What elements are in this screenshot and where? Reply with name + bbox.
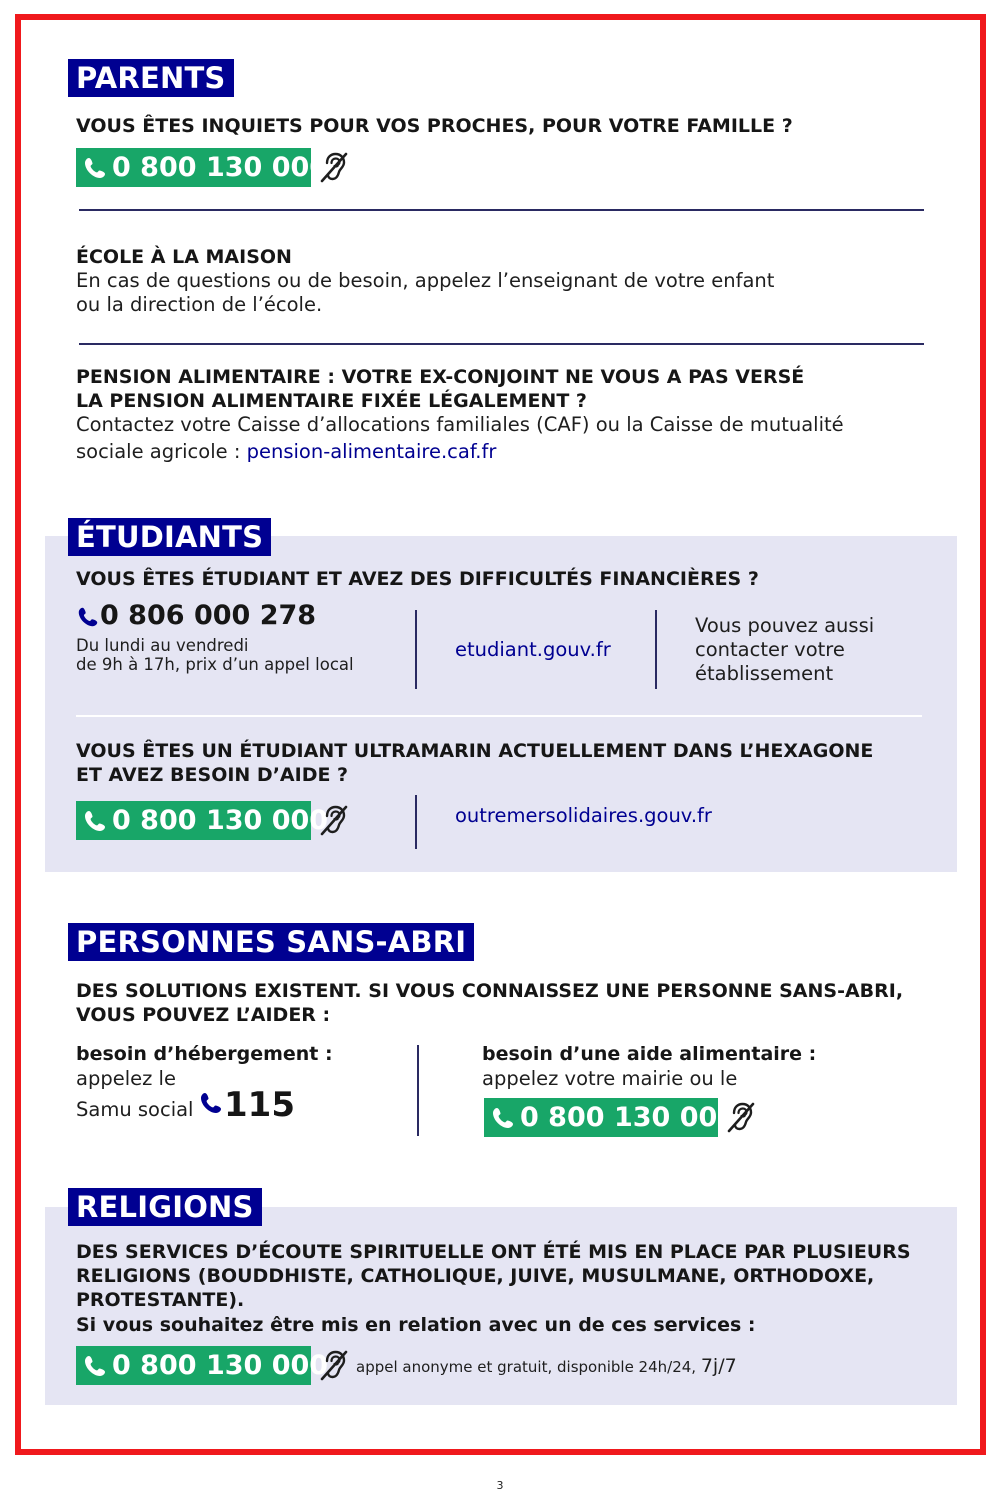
pension-title-1: PENSION ALIMENTAIRE : VOTRE EX-CONJOINT NE VOUS A PAS VERSÉ — [76, 366, 805, 388]
religions-text-1: DES SERVICES D’ÉCOUTE SPIRITUELLE ONT ÉTÉ MIS EN PLACE PAR PLUSIEURS — [76, 1241, 911, 1263]
divider — [76, 715, 922, 717]
homeless-question-2: VOUS POUVEZ L’AIDER : — [76, 1004, 331, 1026]
phone-icon — [490, 1105, 516, 1131]
divider — [79, 343, 924, 345]
divider-vertical — [417, 1045, 419, 1136]
students-phone-button[interactable] — [76, 801, 329, 840]
page-number: 3 — [496, 1479, 504, 1492]
section-title-students: ÉTUDIANTS — [68, 518, 271, 556]
deaf-accessibility-icon — [725, 1100, 757, 1134]
students-also-3: établissement — [695, 662, 834, 685]
religions-text-2: RELIGIONS (BOUDDHISTE, CATHOLIQUE, JUIVE, MUSULMANE, ORTHODOXE, — [76, 1265, 875, 1287]
section-title-religions: RELIGIONS — [68, 1188, 262, 1226]
deaf-accessibility-icon — [318, 803, 350, 837]
section-title-homeless: PERSONNES SANS-ABRI — [68, 923, 474, 961]
phone-icon — [82, 808, 108, 834]
pension-text-1: Contactez votre Caisse d’allocations familiales (CAF) ou la Caisse de mutualité — [76, 413, 844, 436]
religions-phone-button[interactable] — [76, 1346, 329, 1385]
pension-text-2 — [76, 440, 496, 464]
phone-number: 0 800 130 000 — [112, 152, 329, 183]
divider — [79, 209, 924, 211]
deaf-accessibility-icon — [318, 150, 350, 184]
phone-number: 0 800 130 000 — [520, 1102, 737, 1133]
religions-note-suffix: 7j/7 — [700, 1355, 737, 1377]
samu-social-number[interactable] — [198, 1086, 295, 1124]
section-title-parents: PARENTS — [68, 59, 234, 97]
phone-number: 0 800 130 000 — [112, 805, 329, 836]
students-also-1: Vous pouvez aussi — [695, 614, 875, 637]
homeless-phone-button[interactable] — [484, 1098, 737, 1137]
religions-note-prefix: appel anonyme et gratuit, disponible 24h/24, — [356, 1358, 701, 1376]
phone-icon — [82, 1353, 108, 1379]
divider-vertical — [415, 610, 417, 689]
students-phone[interactable] — [76, 600, 316, 632]
phone-number: 0 800 130 000 — [112, 1350, 329, 1381]
pension-title-2: LA PENSION ALIMENTAIRE FIXÉE LÉGALEMENT ? — [76, 390, 587, 412]
phone-icon — [82, 155, 108, 181]
homeless-question-1: DES SOLUTIONS EXISTENT. SI VOUS CONNAISSEZ UNE PERSONNE SANS-ABRI, — [76, 980, 904, 1002]
deaf-accessibility-icon — [318, 1348, 350, 1382]
ultramarin-question-1: VOUS ÊTES UN ÉTUDIANT ULTRAMARIN ACTUELLEMENT DANS L’HEXAGONE — [76, 740, 874, 762]
housing-text-2: Samu social — [76, 1098, 194, 1121]
religions-text-3: PROTESTANTE). — [76, 1289, 245, 1311]
religions-note — [356, 1354, 737, 1379]
ultramarin-question-2: ET AVEZ BESOIN D’AIDE ? — [76, 764, 349, 786]
religions-text-4: Si vous souhaitez être mis en relation avec un de ces services : — [76, 1314, 756, 1336]
housing-title: besoin d’hébergement : — [76, 1043, 333, 1065]
students-also-2: contacter votre — [695, 638, 845, 661]
housing-text-1: appelez le — [76, 1067, 176, 1090]
parents-phone-button[interactable] — [76, 148, 329, 187]
students-hours-2: de 9h à 17h, prix d’un appel local — [76, 655, 354, 674]
divider-vertical — [655, 610, 657, 689]
phone-number: 115 — [224, 1085, 295, 1125]
pension-link[interactable]: pension-alimentaire.caf.fr — [246, 440, 497, 463]
ultramarin-link[interactable]: outremersolidaires.gouv.fr — [455, 804, 712, 827]
school-title: ÉCOLE À LA MAISON — [76, 246, 292, 268]
phone-icon — [76, 605, 100, 629]
food-text-1: appelez votre mairie ou le — [482, 1067, 738, 1090]
school-text-1: En cas de questions ou de besoin, appelez l’enseignant de votre enfant — [76, 269, 775, 292]
students-hours-1: Du lundi au vendredi — [76, 636, 249, 655]
parents-question: VOUS ÊTES INQUIETS POUR VOS PROCHES, POUR VOTRE FAMILLE ? — [76, 115, 793, 137]
phone-number: 0 806 000 278 — [100, 600, 317, 631]
students-link[interactable]: etudiant.gouv.fr — [455, 638, 611, 661]
food-title: besoin d’une aide alimentaire : — [482, 1043, 817, 1065]
divider-vertical — [415, 795, 417, 849]
students-question: VOUS ÊTES ÉTUDIANT ET AVEZ DES DIFFICULTÉS FINANCIÈRES ? — [76, 568, 759, 590]
school-text-2: ou la direction de l’école. — [76, 293, 323, 316]
pension-text-prefix: sociale agricole : — [76, 440, 247, 463]
phone-icon — [198, 1090, 224, 1116]
